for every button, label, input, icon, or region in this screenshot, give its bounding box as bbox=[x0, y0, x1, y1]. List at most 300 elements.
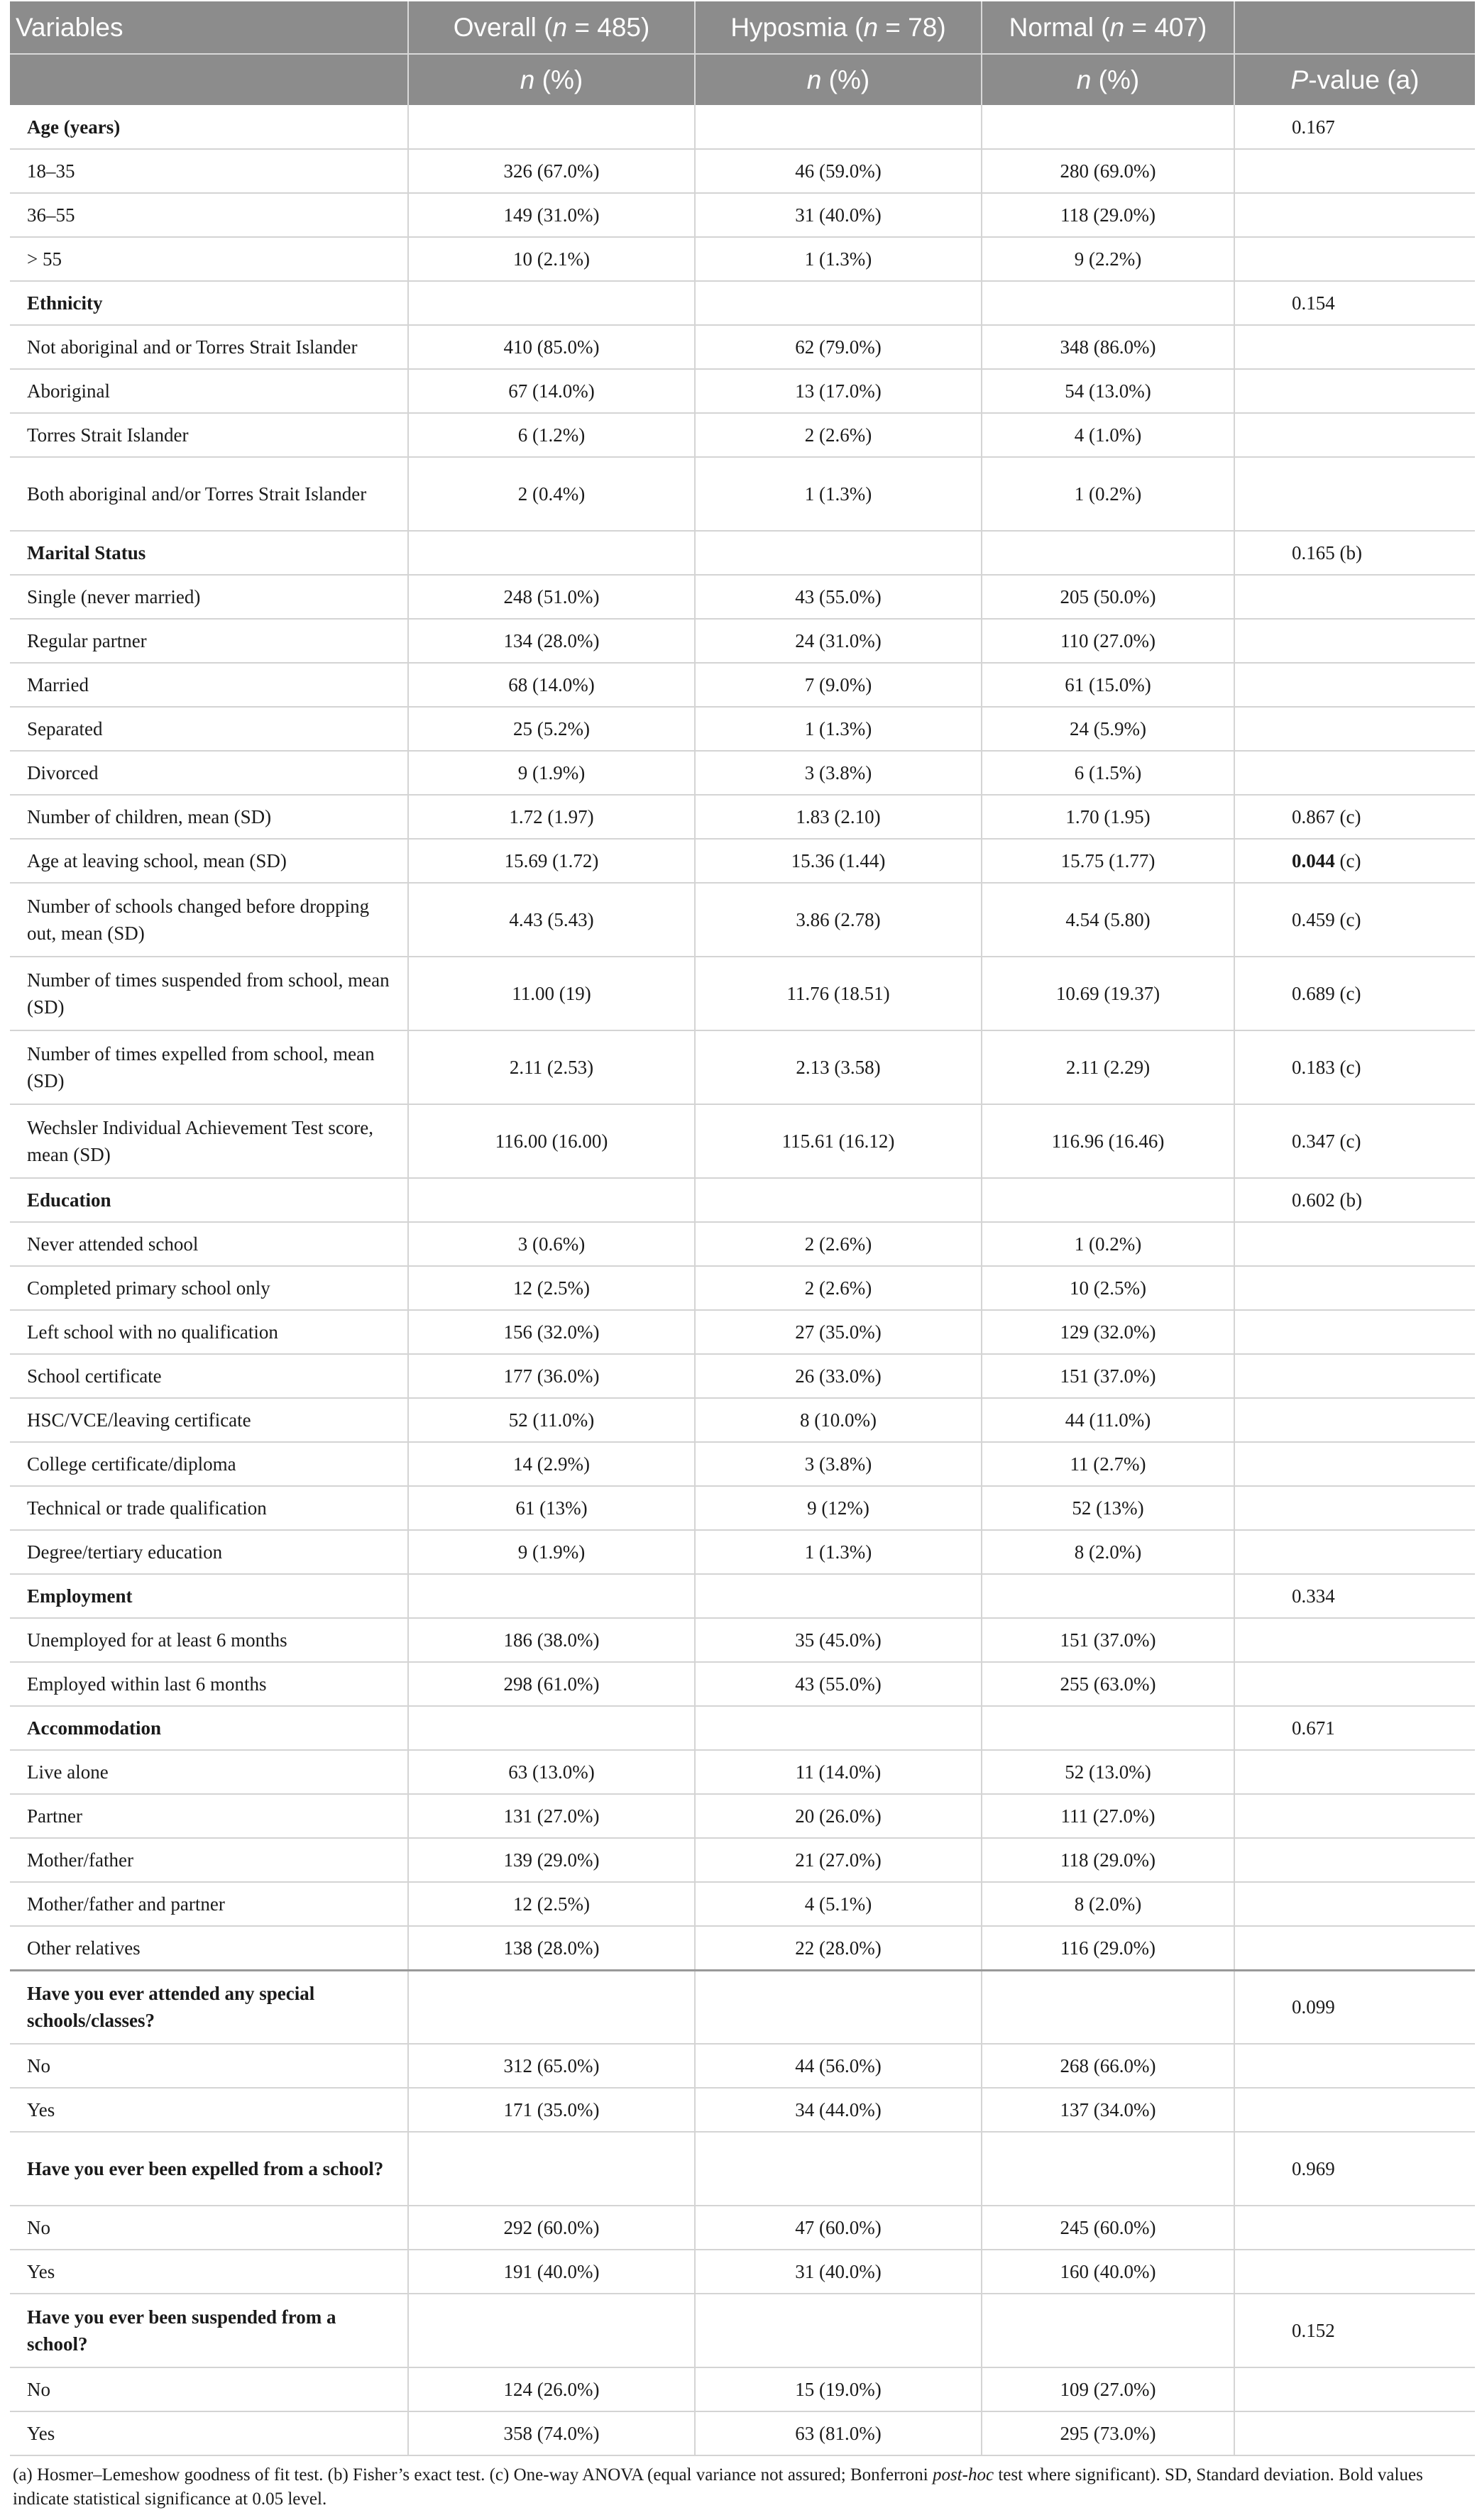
hyposmia-cell: 31 (40.0%) bbox=[695, 193, 982, 237]
hyposmia-cell: 43 (55.0%) bbox=[695, 1662, 982, 1706]
table-row bbox=[10, 325, 1475, 369]
overall-cell: 14 (2.9%) bbox=[408, 1442, 695, 1486]
hyposmia-cell: 31 (40.0%) bbox=[695, 2250, 982, 2294]
table-row bbox=[10, 2206, 1475, 2250]
normal-cell: 4 (1.0%) bbox=[982, 413, 1234, 457]
table-row bbox=[10, 707, 1475, 751]
hyposmia-cell: 24 (31.0%) bbox=[695, 619, 982, 663]
p-value-cell bbox=[1234, 1222, 1475, 1266]
normal-cell: 15.75 (1.77) bbox=[982, 839, 1234, 883]
overall-cell bbox=[408, 1706, 695, 1750]
variable-cell: Education bbox=[10, 1178, 408, 1222]
hyposmia-cell: 1.83 (2.10) bbox=[695, 795, 982, 839]
table-header bbox=[10, 1, 1475, 105]
table-row bbox=[10, 149, 1475, 193]
overall-cell bbox=[408, 105, 695, 149]
p-value-cell bbox=[1234, 1442, 1475, 1486]
p-value-cell: 0.867 (c) bbox=[1234, 795, 1475, 839]
variable-cell: > 55 bbox=[10, 237, 408, 281]
overall-cell bbox=[408, 2294, 695, 2367]
hyposmia-cell: 3.86 (2.78) bbox=[695, 883, 982, 957]
table-row bbox=[10, 1926, 1475, 1970]
demographics-table bbox=[10, 1, 1475, 2456]
table-row bbox=[10, 1442, 1475, 1486]
variable-cell: Have you ever been expelled from a school? bbox=[10, 2132, 408, 2206]
variable-cell: No bbox=[10, 2206, 408, 2250]
variable-cell: Both aboriginal and/or Torres Strait Islander bbox=[10, 457, 408, 531]
table-row bbox=[10, 883, 1475, 957]
variable-cell: Technical or trade qualification bbox=[10, 1486, 408, 1530]
p-value-cell bbox=[1234, 193, 1475, 237]
section-row bbox=[10, 105, 1475, 149]
p-value-cell bbox=[1234, 575, 1475, 619]
variable-cell: Age at leaving school, mean (SD) bbox=[10, 839, 408, 883]
header-variables: Variables bbox=[10, 1, 408, 54]
normal-cell: 205 (50.0%) bbox=[982, 575, 1234, 619]
hyposmia-cell bbox=[695, 1574, 982, 1618]
variable-cell: No bbox=[10, 2044, 408, 2088]
normal-cell bbox=[982, 2294, 1234, 2367]
normal-cell bbox=[982, 1706, 1234, 1750]
p-value-cell bbox=[1234, 1530, 1475, 1574]
normal-cell: 111 (27.0%) bbox=[982, 1794, 1234, 1838]
p-value-cell bbox=[1234, 663, 1475, 707]
overall-cell bbox=[408, 1178, 695, 1222]
p-value-cell bbox=[1234, 2411, 1475, 2455]
normal-cell: 109 (27.0%) bbox=[982, 2367, 1234, 2411]
p-value-cell: 0.152 bbox=[1234, 2294, 1475, 2367]
variable-cell: Number of children, mean (SD) bbox=[10, 795, 408, 839]
overall-cell: 177 (36.0%) bbox=[408, 1354, 695, 1398]
hyposmia-cell: 7 (9.0%) bbox=[695, 663, 982, 707]
hyposmia-cell bbox=[695, 281, 982, 325]
p-value-cell bbox=[1234, 1398, 1475, 1442]
p-value-cell bbox=[1234, 325, 1475, 369]
section-row bbox=[10, 1706, 1475, 1750]
overall-cell: 61 (13%) bbox=[408, 1486, 695, 1530]
variable-cell: Married bbox=[10, 663, 408, 707]
variable-cell: Age (years) bbox=[10, 105, 408, 149]
variable-cell: 18–35 bbox=[10, 149, 408, 193]
overall-cell: 2.11 (2.53) bbox=[408, 1030, 695, 1104]
table-row bbox=[10, 1882, 1475, 1926]
normal-cell: 44 (11.0%) bbox=[982, 1398, 1234, 1442]
p-value-cell bbox=[1234, 237, 1475, 281]
table-row bbox=[10, 1104, 1475, 1178]
p-value-cell bbox=[1234, 2088, 1475, 2132]
normal-cell: 9 (2.2%) bbox=[982, 237, 1234, 281]
hyposmia-cell bbox=[695, 2132, 982, 2206]
subheader-p-value: P-value (a) bbox=[1234, 54, 1475, 105]
overall-cell: 171 (35.0%) bbox=[408, 2088, 695, 2132]
overall-cell: 1.72 (1.97) bbox=[408, 795, 695, 839]
normal-cell: 348 (86.0%) bbox=[982, 325, 1234, 369]
normal-cell: 1 (0.2%) bbox=[982, 457, 1234, 531]
section-row bbox=[10, 281, 1475, 325]
normal-cell: 8 (2.0%) bbox=[982, 1530, 1234, 1574]
p-value-cell bbox=[1234, 839, 1475, 883]
section-row bbox=[10, 2132, 1475, 2206]
hyposmia-cell: 4 (5.1%) bbox=[695, 1882, 982, 1926]
hyposmia-cell: 34 (44.0%) bbox=[695, 2088, 982, 2132]
overall-cell: 134 (28.0%) bbox=[408, 619, 695, 663]
p-value-cell bbox=[1234, 1618, 1475, 1662]
table-row bbox=[10, 1398, 1475, 1442]
table-row bbox=[10, 575, 1475, 619]
hyposmia-cell bbox=[695, 1970, 982, 2044]
hyposmia-cell: 46 (59.0%) bbox=[695, 149, 982, 193]
hyposmia-cell: 11 (14.0%) bbox=[695, 1750, 982, 1794]
table-row bbox=[10, 1662, 1475, 1706]
hyposmia-cell: 27 (35.0%) bbox=[695, 1310, 982, 1354]
overall-cell: 9 (1.9%) bbox=[408, 751, 695, 795]
variable-cell: Have you ever attended any special schools/classes? bbox=[10, 1970, 408, 2044]
overall-cell: 191 (40.0%) bbox=[408, 2250, 695, 2294]
overall-cell: 124 (26.0%) bbox=[408, 2367, 695, 2411]
normal-cell bbox=[982, 1178, 1234, 1222]
table-row bbox=[10, 1266, 1475, 1310]
normal-cell bbox=[982, 1574, 1234, 1618]
hyposmia-cell: 43 (55.0%) bbox=[695, 575, 982, 619]
normal-cell: 10 (2.5%) bbox=[982, 1266, 1234, 1310]
normal-cell: 295 (73.0%) bbox=[982, 2411, 1234, 2455]
overall-cell: 3 (0.6%) bbox=[408, 1222, 695, 1266]
table-row bbox=[10, 663, 1475, 707]
hyposmia-cell bbox=[695, 105, 982, 149]
table-row bbox=[10, 2088, 1475, 2132]
p-value-cell: 0.969 bbox=[1234, 2132, 1475, 2206]
variable-cell: Number of times expelled from school, mean (SD) bbox=[10, 1030, 408, 1104]
hyposmia-cell bbox=[695, 1178, 982, 1222]
hyposmia-cell: 15.36 (1.44) bbox=[695, 839, 982, 883]
overall-cell: 12 (2.5%) bbox=[408, 1266, 695, 1310]
variable-cell: Ethnicity bbox=[10, 281, 408, 325]
header-blank bbox=[1234, 1, 1475, 54]
variable-cell: Separated bbox=[10, 707, 408, 751]
normal-cell: 54 (13.0%) bbox=[982, 369, 1234, 413]
variable-cell: Other relatives bbox=[10, 1926, 408, 1970]
table-row bbox=[10, 1486, 1475, 1530]
p-value-cell: 0.689 (c) bbox=[1234, 957, 1475, 1030]
p-value-cell bbox=[1234, 707, 1475, 751]
hyposmia-cell: 3 (3.8%) bbox=[695, 751, 982, 795]
p-value-cell: 0.459 (c) bbox=[1234, 883, 1475, 957]
p-value-cell bbox=[1234, 1926, 1475, 1970]
p-value-cell bbox=[1234, 149, 1475, 193]
overall-cell: 15.69 (1.72) bbox=[408, 839, 695, 883]
normal-cell: 268 (66.0%) bbox=[982, 2044, 1234, 2088]
hyposmia-cell: 47 (60.0%) bbox=[695, 2206, 982, 2250]
overall-cell: 63 (13.0%) bbox=[408, 1750, 695, 1794]
normal-cell bbox=[982, 531, 1234, 575]
overall-cell: 2 (0.4%) bbox=[408, 457, 695, 531]
table-row bbox=[10, 1794, 1475, 1838]
normal-cell: 52 (13.0%) bbox=[982, 1750, 1234, 1794]
hyposmia-cell bbox=[695, 2294, 982, 2367]
p-value-cell bbox=[1234, 1310, 1475, 1354]
hyposmia-cell: 62 (79.0%) bbox=[695, 325, 982, 369]
significant-p-value: 0.044 bbox=[1292, 850, 1335, 871]
normal-cell: 8 (2.0%) bbox=[982, 1882, 1234, 1926]
p-value-cell bbox=[1234, 1750, 1475, 1794]
normal-cell: 1.70 (1.95) bbox=[982, 795, 1234, 839]
normal-cell: 160 (40.0%) bbox=[982, 2250, 1234, 2294]
overall-cell: 312 (65.0%) bbox=[408, 2044, 695, 2088]
table-row bbox=[10, 369, 1475, 413]
overall-cell: 11.00 (19) bbox=[408, 957, 695, 1030]
header-normal: Normal (n = 407) bbox=[982, 1, 1234, 54]
variable-cell: Yes bbox=[10, 2088, 408, 2132]
variable-cell: Single (never married) bbox=[10, 575, 408, 619]
table-row bbox=[10, 2367, 1475, 2411]
section-row bbox=[10, 1574, 1475, 1618]
hyposmia-cell: 1 (1.3%) bbox=[695, 457, 982, 531]
normal-cell: 24 (5.9%) bbox=[982, 707, 1234, 751]
hyposmia-cell: 22 (28.0%) bbox=[695, 1926, 982, 1970]
overall-cell: 410 (85.0%) bbox=[408, 325, 695, 369]
data-table-container bbox=[10, 1, 1475, 2511]
variable-cell: Left school with no qualification bbox=[10, 1310, 408, 1354]
variable-cell: Unemployed for at least 6 months bbox=[10, 1618, 408, 1662]
normal-cell: 245 (60.0%) bbox=[982, 2206, 1234, 2250]
table-row bbox=[10, 1838, 1475, 1882]
table-row bbox=[10, 2250, 1475, 2294]
subheader-normal-n: n (%) bbox=[982, 54, 1234, 105]
hyposmia-cell: 11.76 (18.51) bbox=[695, 957, 982, 1030]
overall-cell: 138 (28.0%) bbox=[408, 1926, 695, 1970]
p-value-cell: 0.602 (b) bbox=[1234, 1178, 1475, 1222]
p-value-cell bbox=[1234, 369, 1475, 413]
section-row bbox=[10, 1178, 1475, 1222]
overall-cell: 67 (14.0%) bbox=[408, 369, 695, 413]
variable-cell: HSC/VCE/leaving certificate bbox=[10, 1398, 408, 1442]
overall-cell: 298 (61.0%) bbox=[408, 1662, 695, 1706]
p-value-cell: 0.099 bbox=[1234, 1970, 1475, 2044]
overall-cell: 6 (1.2%) bbox=[408, 413, 695, 457]
normal-cell: 116.96 (16.46) bbox=[982, 1104, 1234, 1178]
overall-cell: 25 (5.2%) bbox=[408, 707, 695, 751]
hyposmia-cell: 1 (1.3%) bbox=[695, 1530, 982, 1574]
overall-cell: 358 (74.0%) bbox=[408, 2411, 695, 2455]
hyposmia-cell: 2 (2.6%) bbox=[695, 1222, 982, 1266]
normal-cell: 280 (69.0%) bbox=[982, 149, 1234, 193]
normal-cell: 4.54 (5.80) bbox=[982, 883, 1234, 957]
hyposmia-cell bbox=[695, 531, 982, 575]
section-row bbox=[10, 531, 1475, 575]
variable-cell: Employed within last 6 months bbox=[10, 1662, 408, 1706]
normal-cell: 151 (37.0%) bbox=[982, 1618, 1234, 1662]
normal-cell: 1 (0.2%) bbox=[982, 1222, 1234, 1266]
table-row bbox=[10, 457, 1475, 531]
overall-cell bbox=[408, 1970, 695, 2044]
variable-cell: Never attended school bbox=[10, 1222, 408, 1266]
table-body bbox=[10, 105, 1475, 2455]
overall-cell: 9 (1.9%) bbox=[408, 1530, 695, 1574]
normal-cell: 6 (1.5%) bbox=[982, 751, 1234, 795]
variable-cell: Not aboriginal and or Torres Strait Islander bbox=[10, 325, 408, 369]
normal-cell: 110 (27.0%) bbox=[982, 619, 1234, 663]
normal-cell: 255 (63.0%) bbox=[982, 1662, 1234, 1706]
overall-cell: 292 (60.0%) bbox=[408, 2206, 695, 2250]
variable-cell: Regular partner bbox=[10, 619, 408, 663]
hyposmia-cell: 115.61 (16.12) bbox=[695, 1104, 982, 1178]
p-value-cell: 0.165 (b) bbox=[1234, 531, 1475, 575]
hyposmia-cell: 9 (12%) bbox=[695, 1486, 982, 1530]
table-row bbox=[10, 1750, 1475, 1794]
variable-cell: No bbox=[10, 2367, 408, 2411]
normal-cell: 61 (15.0%) bbox=[982, 663, 1234, 707]
header-overall: Overall (n = 485) bbox=[408, 1, 695, 54]
variable-cell: Degree/tertiary education bbox=[10, 1530, 408, 1574]
subheader-overall-n: n (%) bbox=[408, 54, 695, 105]
overall-cell bbox=[408, 2132, 695, 2206]
normal-cell: 52 (13%) bbox=[982, 1486, 1234, 1530]
normal-cell bbox=[982, 1970, 1234, 2044]
p-value-cell bbox=[1234, 457, 1475, 531]
overall-cell bbox=[408, 1574, 695, 1618]
variable-cell: Yes bbox=[10, 2250, 408, 2294]
normal-cell: 129 (32.0%) bbox=[982, 1310, 1234, 1354]
overall-cell: 12 (2.5%) bbox=[408, 1882, 695, 1926]
p-value-cell bbox=[1234, 2044, 1475, 2088]
section-row bbox=[10, 2294, 1475, 2367]
normal-cell: 118 (29.0%) bbox=[982, 1838, 1234, 1882]
hyposmia-cell: 1 (1.3%) bbox=[695, 237, 982, 281]
variable-cell: Aboriginal bbox=[10, 369, 408, 413]
p-value-cell bbox=[1234, 1486, 1475, 1530]
table-row bbox=[10, 957, 1475, 1030]
overall-cell: 68 (14.0%) bbox=[408, 663, 695, 707]
table-row bbox=[10, 237, 1475, 281]
normal-cell: 116 (29.0%) bbox=[982, 1926, 1234, 1970]
table-row bbox=[10, 2411, 1475, 2455]
normal-cell: 137 (34.0%) bbox=[982, 2088, 1234, 2132]
normal-cell: 2.11 (2.29) bbox=[982, 1030, 1234, 1104]
table-row bbox=[10, 1222, 1475, 1266]
variable-cell: Mother/father and partner bbox=[10, 1882, 408, 1926]
table-row bbox=[10, 413, 1475, 457]
p-value-cell bbox=[1234, 2367, 1475, 2411]
overall-cell: 10 (2.1%) bbox=[408, 237, 695, 281]
table-row bbox=[10, 2044, 1475, 2088]
p-value-cell bbox=[1234, 1662, 1475, 1706]
hyposmia-cell: 15 (19.0%) bbox=[695, 2367, 982, 2411]
variable-cell: Accommodation bbox=[10, 1706, 408, 1750]
p-value-cell bbox=[1234, 2206, 1475, 2250]
variable-cell: 36–55 bbox=[10, 193, 408, 237]
hyposmia-cell: 3 (3.8%) bbox=[695, 1442, 982, 1486]
variable-cell: College certificate/diploma bbox=[10, 1442, 408, 1486]
overall-cell: 156 (32.0%) bbox=[408, 1310, 695, 1354]
overall-cell: 116.00 (16.00) bbox=[408, 1104, 695, 1178]
variable-cell: Number of times suspended from school, mean (SD) bbox=[10, 957, 408, 1030]
p-value-cell bbox=[1234, 751, 1475, 795]
table-row bbox=[10, 1030, 1475, 1104]
hyposmia-cell: 35 (45.0%) bbox=[695, 1618, 982, 1662]
header-row-1 bbox=[10, 1, 1475, 54]
subheader-hyposmia-n: n (%) bbox=[695, 54, 982, 105]
normal-cell bbox=[982, 281, 1234, 325]
table-row bbox=[10, 839, 1475, 883]
hyposmia-cell: 13 (17.0%) bbox=[695, 369, 982, 413]
hyposmia-cell: 63 (81.0%) bbox=[695, 2411, 982, 2455]
normal-cell: 10.69 (19.37) bbox=[982, 957, 1234, 1030]
normal-cell bbox=[982, 2132, 1234, 2206]
p-value-cell bbox=[1234, 1882, 1475, 1926]
p-value-cell bbox=[1234, 619, 1475, 663]
p-value-cell: 0.154 bbox=[1234, 281, 1475, 325]
variable-cell: Mother/father bbox=[10, 1838, 408, 1882]
p-value-cell: 0.671 bbox=[1234, 1706, 1475, 1750]
hyposmia-cell: 21 (27.0%) bbox=[695, 1838, 982, 1882]
overall-cell: 248 (51.0%) bbox=[408, 575, 695, 619]
normal-cell: 151 (37.0%) bbox=[982, 1354, 1234, 1398]
table-row bbox=[10, 193, 1475, 237]
table-row bbox=[10, 751, 1475, 795]
table-row bbox=[10, 795, 1475, 839]
p-value-cell: 0.347 (c) bbox=[1234, 1104, 1475, 1178]
p-value-test-marker: (c) bbox=[1334, 850, 1361, 871]
overall-cell: 131 (27.0%) bbox=[408, 1794, 695, 1838]
hyposmia-cell: 26 (33.0%) bbox=[695, 1354, 982, 1398]
overall-cell: 149 (31.0%) bbox=[408, 193, 695, 237]
overall-cell bbox=[408, 281, 695, 325]
table-row bbox=[10, 1310, 1475, 1354]
p-value-cell: 0.183 (c) bbox=[1234, 1030, 1475, 1104]
hyposmia-cell: 8 (10.0%) bbox=[695, 1398, 982, 1442]
overall-cell: 4.43 (5.43) bbox=[408, 883, 695, 957]
p-value-cell bbox=[1234, 1794, 1475, 1838]
hyposmia-cell: 44 (56.0%) bbox=[695, 2044, 982, 2088]
overall-cell: 326 (67.0%) bbox=[408, 149, 695, 193]
table-row bbox=[10, 1530, 1475, 1574]
variable-cell: Have you ever been suspended from a school? bbox=[10, 2294, 408, 2367]
normal-cell: 118 (29.0%) bbox=[982, 193, 1234, 237]
hyposmia-cell: 2.13 (3.58) bbox=[695, 1030, 982, 1104]
variable-cell: Completed primary school only bbox=[10, 1266, 408, 1310]
variable-cell: Marital Status bbox=[10, 531, 408, 575]
p-value-cell: 0.334 bbox=[1234, 1574, 1475, 1618]
hyposmia-cell bbox=[695, 1706, 982, 1750]
p-value-cell bbox=[1234, 1354, 1475, 1398]
variable-cell: Torres Strait Islander bbox=[10, 413, 408, 457]
table-row bbox=[10, 1618, 1475, 1662]
hyposmia-cell: 1 (1.3%) bbox=[695, 707, 982, 751]
hyposmia-cell: 20 (26.0%) bbox=[695, 1794, 982, 1838]
subheader-blank bbox=[10, 54, 408, 105]
variable-cell: Divorced bbox=[10, 751, 408, 795]
variable-cell: Partner bbox=[10, 1794, 408, 1838]
variable-cell: Employment bbox=[10, 1574, 408, 1618]
section-row bbox=[10, 1970, 1475, 2044]
overall-cell: 52 (11.0%) bbox=[408, 1398, 695, 1442]
normal-cell bbox=[982, 105, 1234, 149]
p-value-cell: 0.167 bbox=[1234, 105, 1475, 149]
overall-cell: 186 (38.0%) bbox=[408, 1618, 695, 1662]
table-row bbox=[10, 619, 1475, 663]
header-row-2 bbox=[10, 54, 1475, 105]
variable-cell: Live alone bbox=[10, 1750, 408, 1794]
variable-cell: School certificate bbox=[10, 1354, 408, 1398]
variable-cell: Yes bbox=[10, 2411, 408, 2455]
hyposmia-cell: 2 (2.6%) bbox=[695, 1266, 982, 1310]
p-value-cell bbox=[1234, 1266, 1475, 1310]
normal-cell: 11 (2.7%) bbox=[982, 1442, 1234, 1486]
table-row bbox=[10, 1354, 1475, 1398]
overall-cell bbox=[408, 531, 695, 575]
p-value-cell bbox=[1234, 1838, 1475, 1882]
p-value-cell bbox=[1234, 413, 1475, 457]
